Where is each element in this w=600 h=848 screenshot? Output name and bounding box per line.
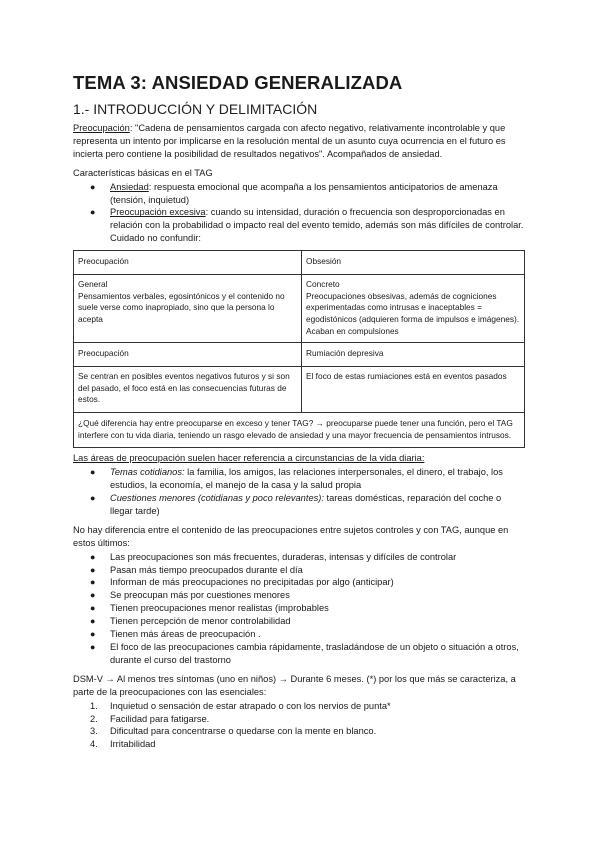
dsm-list	[73, 700, 525, 752]
list-item: ● Las preocupaciones son más frecuentes, duraderas, intensas y difíciles de controlar	[90, 551, 457, 562]
list-item: ● Preocupación excesiva: cuando su intensidad, duración o frecuencia son desproporcionadas en relación con la probabilidad o impacto real del evento temido, además son más difíciles de controlar. Cuidado no confundir:	[90, 207, 524, 244]
bullet-icon: ●	[90, 629, 96, 640]
bullet-icon: ●	[90, 590, 96, 601]
table-cell: Se centran en posibles eventos negativos futuros y si son del pasado, el foco está en las consecuencias futuras de estos.	[74, 367, 302, 413]
bullet-icon: ●	[90, 603, 96, 614]
list-item: ● Cuestiones menores (cotidianas y poco relevantes): tareas domésticas, reparación del coche o llegar tarde)	[90, 493, 502, 516]
table-header-cell: Obsesión	[302, 251, 525, 275]
list-item: 3. Dificultad para concentrarse o quedarse con la mente en blanco.	[90, 726, 377, 737]
list-item: ● Se preocupan más por cuestiones menores	[90, 590, 290, 601]
table-header-cell: Rumiación depresiva	[302, 343, 525, 367]
definition-term: Preocupación	[73, 123, 130, 133]
bullet-icon: ●	[90, 207, 96, 218]
table-cell: General Pensamientos verbales, egosintónicos y el contenido no suele verse como inapropiado, sino que la persona lo acepta	[74, 275, 302, 343]
list-item: ● Informan de más preocupaciones no precipitadas por algo (anticipar)	[90, 577, 394, 588]
caracteristicas-heading: Características básicas en el TAG	[73, 167, 213, 178]
comparison-table	[73, 250, 525, 448]
list-item: 2. Facilidad para fatigarse.	[90, 713, 210, 724]
definition-text: : "Cadena de pensamientos cargada con afecto negativo, relativamente incontrolable y que representa un intento por implicarse en la resolución mental de un asunto cuya ocurrencia en el futuro es incierta pero contiene la posibilidad de resultados negativos". Acompañados de ansiedad.	[73, 123, 506, 159]
list-item: ● El foco de las preocupaciones cambia rápidamente, trasladándose de un objeto o situación a otros, durante el curso del trastorno	[90, 642, 519, 665]
table-note: ¿Qué diferencia hay entre preocuparse en exceso y tener TAG? → preocuparse puede tener una función, pero el TAG interfere con tu vida diaria, teniendo un rasgo elevado de ansiedad y una mayor frecuencia de pensamientos intrusos.	[74, 413, 525, 448]
list-item: ● Tienen percepción de menor controlabilidad	[90, 616, 291, 627]
table-header-cell: Preocupación	[74, 251, 302, 275]
list-item: 4. Irritabilidad	[90, 739, 156, 750]
bullet-icon: ●	[90, 616, 96, 627]
bullet-icon: ●	[90, 181, 96, 192]
bullet-icon: ●	[90, 642, 96, 652]
document-page	[73, 70, 525, 751]
bullet-icon: ●	[90, 564, 96, 575]
areas-list	[73, 466, 525, 518]
dsm-intro: DSM-V → Al menos tres síntomas (uno en niños) → Durante 6 meses. (*) por los que más se caracteriza, a parte de la preocupaciones con las esenciales:	[73, 673, 516, 697]
bullet-icon: ●	[90, 467, 96, 478]
table-header-cell: Preocupación	[74, 343, 302, 367]
page-title: TEMA 3: ANSIEDAD GENERALIZADA	[73, 72, 403, 93]
list-item: ● Temas cotidianos: la familia, los amigos, las relaciones interpersonales, el dinero, el trabajo, los estudios, la economía, el manejo de la casa y la salud propia	[90, 467, 503, 491]
list-item: ● Pasan más tiempo preocupados durante el día	[90, 564, 303, 575]
list-item: ● Ansiedad: respuesta emocional que acompaña a los pensamientos anticipatorios de amenaza (tensión, inquietud)	[90, 181, 498, 205]
diferencias-list	[73, 551, 525, 667]
diferencias-intro: No hay diferencia entre el contenido de las preocupaciones entre sujetos controles y con TAG, aunque en estos últimos:	[73, 524, 509, 548]
table-cell: Concreto Preocupaciones obsesivas, además de cogniciones experimentadas como intrusas e inaceptables = egodistónicos (adquieren forma de impulsos e imágenes). Acaban en compulsiones	[302, 275, 525, 343]
preocupacion-definition	[73, 122, 525, 161]
list-item: 1. Inquietud o sensación de estar atrapado o con los nervios de punta*	[90, 700, 391, 711]
section-heading: 1.- INTRODUCCIÓN Y DELIMITACIÓN	[73, 101, 318, 117]
bullet-icon: ●	[90, 493, 96, 504]
list-item: ● Tienen más áreas de preocupación .	[90, 629, 261, 640]
bullet-icon: ●	[90, 551, 96, 562]
list-item: ● Tienen preocupaciones menor realistas (improbables	[90, 603, 329, 614]
caracteristicas-list	[73, 181, 525, 246]
areas-heading: Las áreas de preocupación suelen hacer referencia a circunstancias de la vida diaria:	[73, 453, 425, 464]
table-cell: El foco de estas rumiaciones está en eventos pasados	[302, 367, 525, 413]
bullet-icon: ●	[90, 577, 96, 588]
